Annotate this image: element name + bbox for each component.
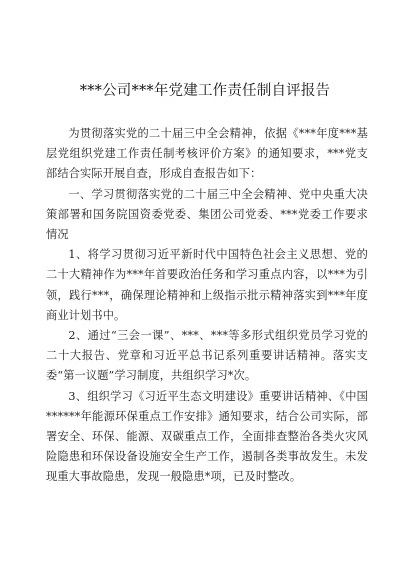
document-title: ***公司***年党建工作责任制自评报告 bbox=[79, 83, 331, 99]
list-item-one: 1、将学习贯彻习近平新时代中国特色社会主义思想、党的二十大精神作为***年首要政治任务和学习重点内容，以***为引领，践行***，确保理论精神和上级指示批示精神落实到***年度商业计划书中。 bbox=[46, 248, 368, 322]
intro-paragraph: 为贯彻落实党的二十届三中全会精神，依据《***年度***基层党组织党建工作责任制考核评价方案》的通知要求，***党支部结合实际开展自查，形成自查报告如下： bbox=[46, 127, 368, 181]
list-item-two: 2、通过“三会一课”、***、***等多形式组织党员学习党的二十大报告、党章和习近平总书记系列重要讲话精神。落实支委“第一议题”学习制度，共组织学习*次。 bbox=[46, 329, 368, 383]
list-item-three: 3、组织学习《习近平生态文明建设》重要讲话精神、《中国******年能源环保重点工作安排》通知要求，结合公司实际，部署安全、环保、能源、双碳重点工作，全面排查整治各类火灾风险隐患和环保设备设施安全生产工作，遏制各类事故发生。未发现重大事故隐患，发现一般隐患*项，已及时整改。 bbox=[46, 389, 368, 484]
section-heading-one: 一、学习贯彻落实党的二十届三中全会精神、党中央重大决策部署和国务院国资委党委、集团公司党委、***党委工作要求情况 bbox=[46, 187, 368, 242]
document-body bbox=[46, 124, 368, 488]
